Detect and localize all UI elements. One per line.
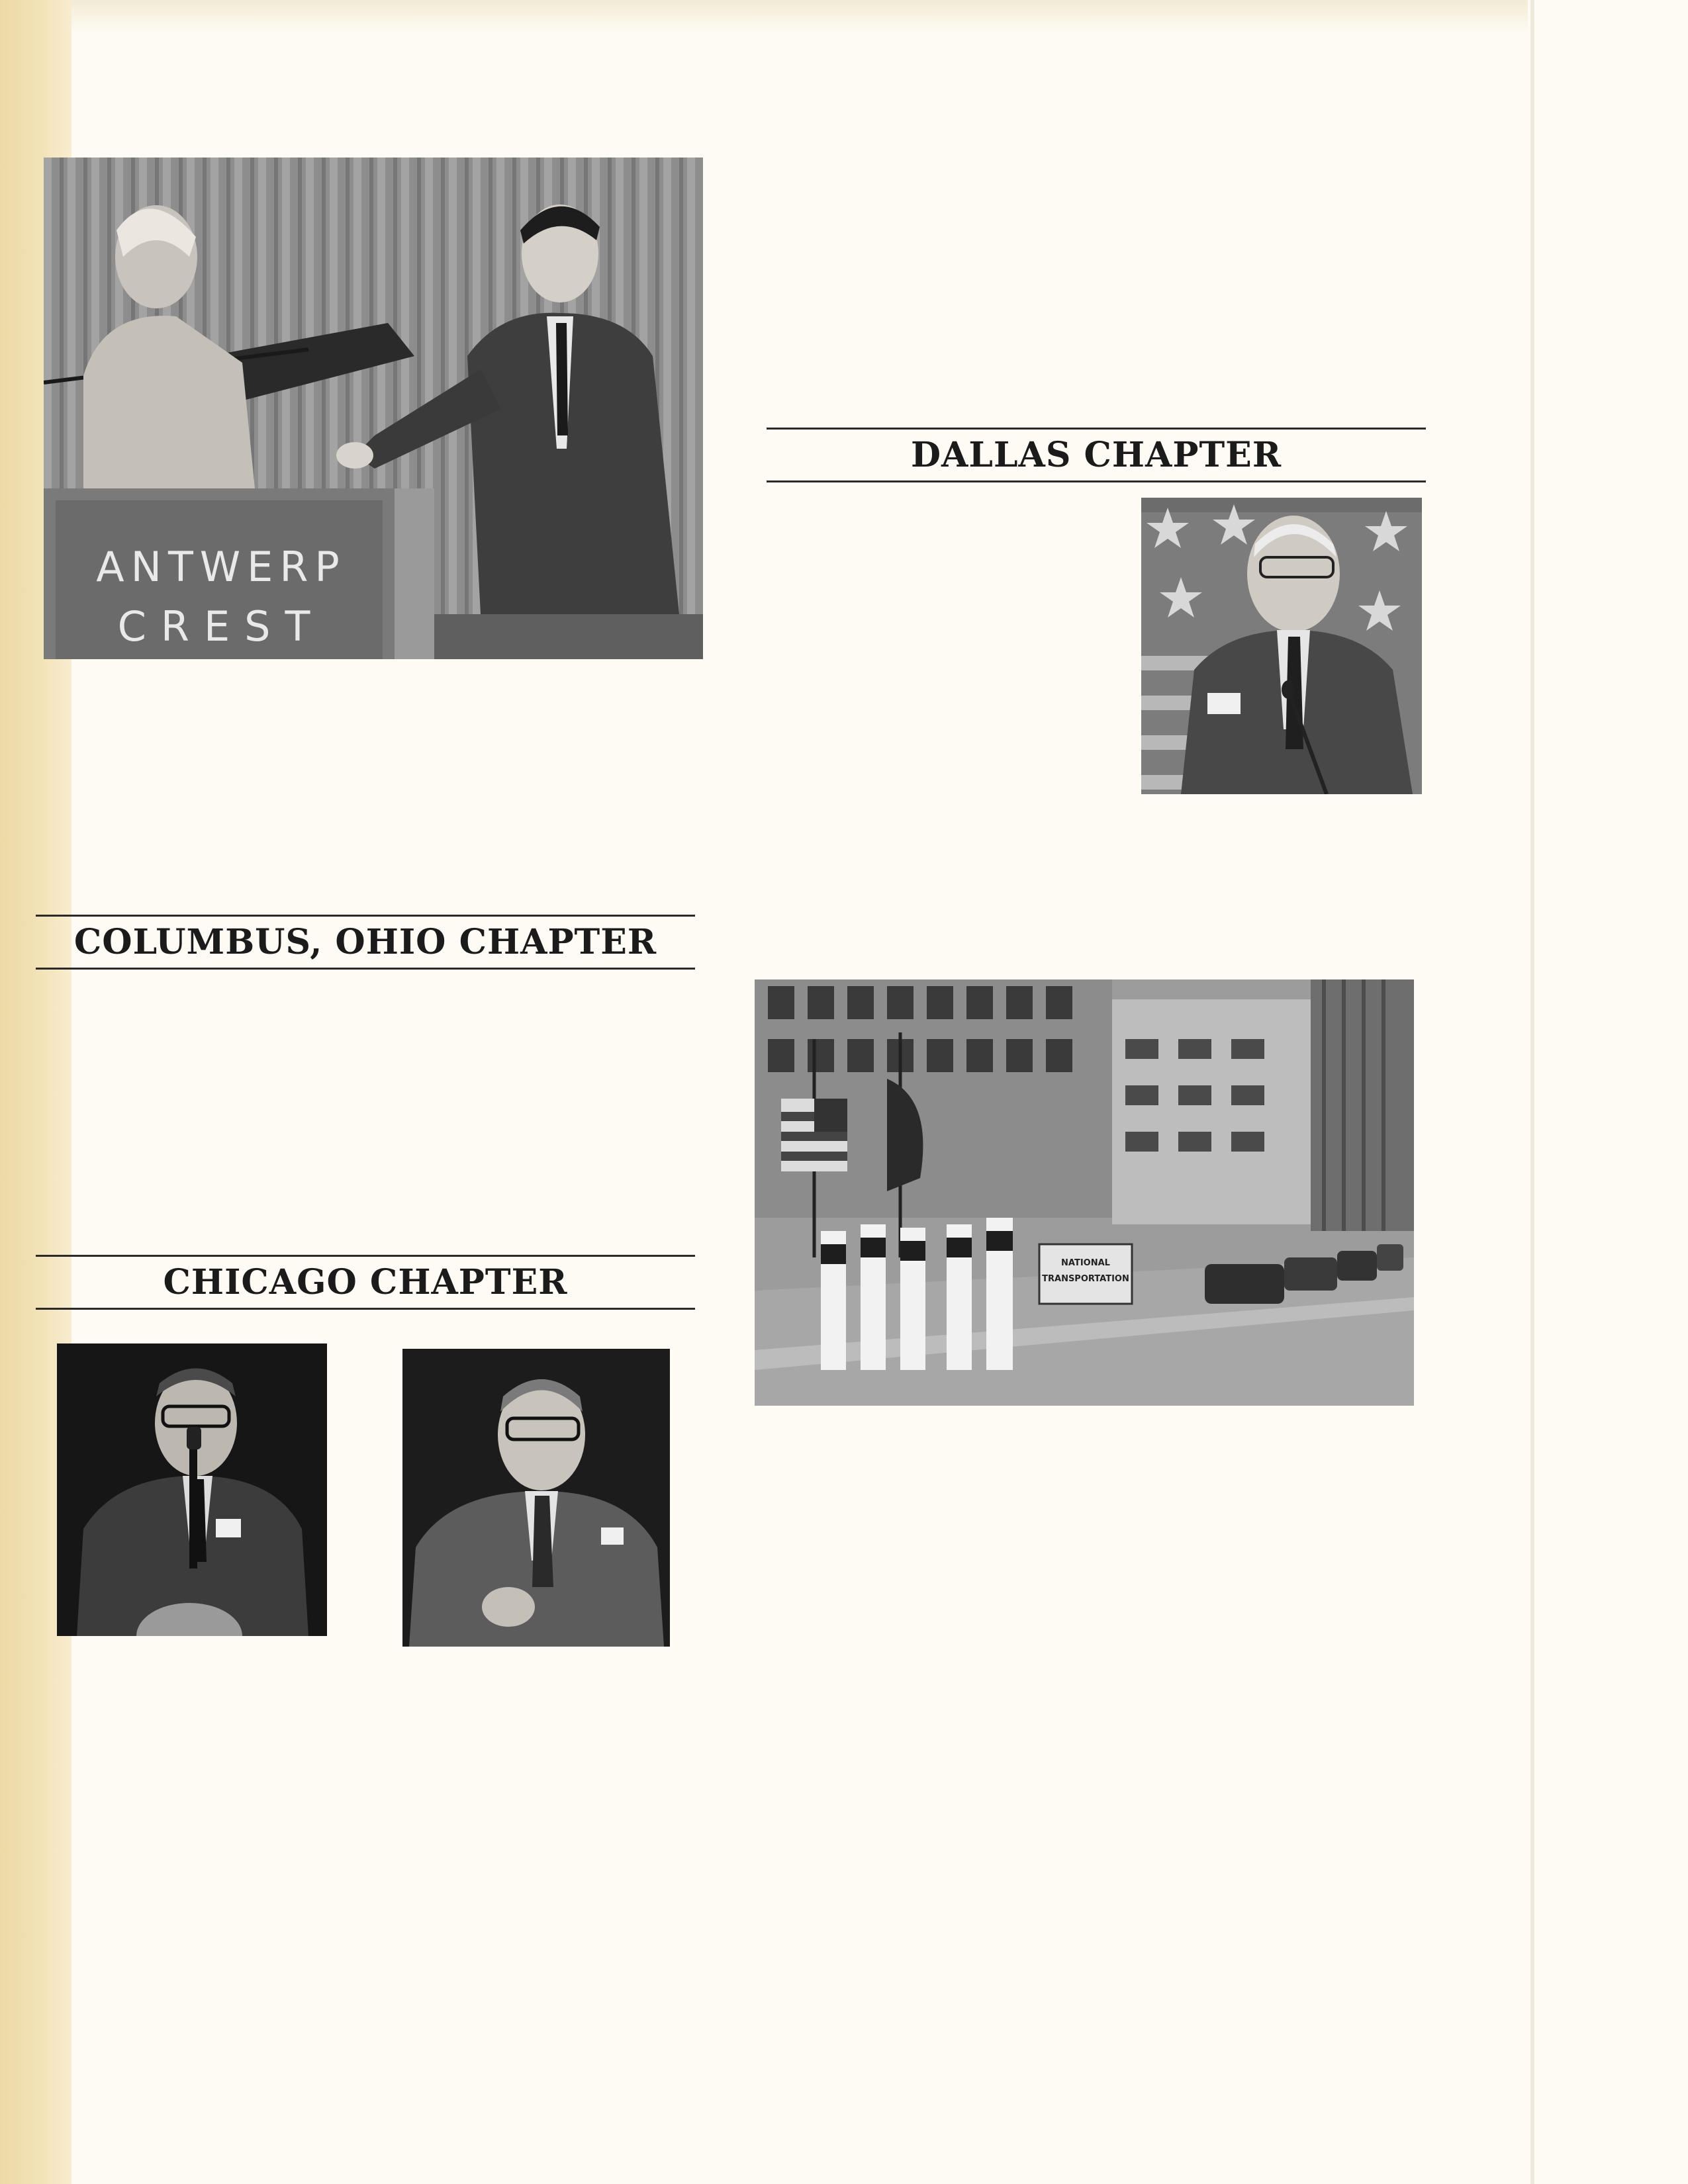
columbus-rule-bottom — [36, 968, 695, 970]
photo-podium-handshake — [44, 158, 703, 659]
page-top-edge — [71, 0, 1528, 33]
podium-sign-line2: CREST — [117, 602, 325, 651]
photo-chicago-speaker — [402, 1349, 670, 1647]
chicago-chapter-heading: CHICAGO CHAPTER — [163, 1262, 568, 1302]
dallas-chapter-heading: DALLAS CHAPTER — [910, 435, 1282, 475]
podium-sign-line1: ANTWERP — [96, 543, 346, 591]
photo-parade — [755, 979, 1414, 1406]
chicago-rule-bottom — [36, 1308, 695, 1310]
page-fold-line — [1530, 0, 1534, 2184]
photo-chicago-speaker-microphone — [57, 1343, 327, 1636]
columbus-rule-top — [36, 915, 695, 917]
columbus-chapter-heading: COLUMBUS, OHIO CHAPTER — [73, 922, 657, 962]
dallas-rule-bottom — [767, 480, 1426, 482]
chicago-rule-top — [36, 1255, 695, 1257]
photo-dallas-speaker — [1141, 498, 1422, 794]
dallas-rule-top — [767, 428, 1426, 430]
parade-banner-line1: NATIONAL — [1061, 1258, 1110, 1268]
parade-banner-line2: TRANSPORTATION — [1042, 1274, 1129, 1284]
